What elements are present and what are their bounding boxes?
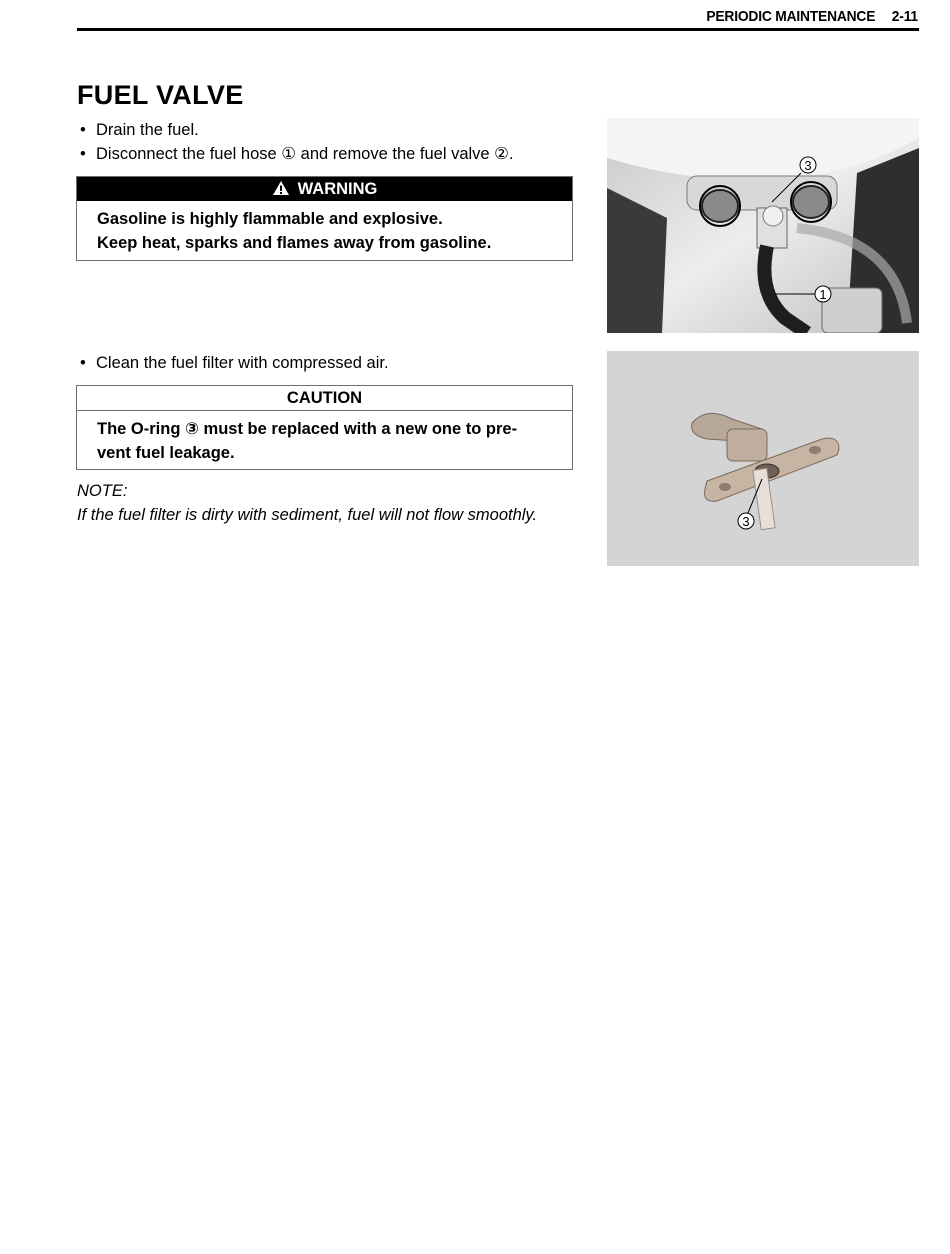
callout-3: 3 bbox=[742, 514, 750, 529]
warning-line: Gasoline is highly flammable and explosive. bbox=[97, 210, 443, 228]
bullet-mark: • bbox=[80, 121, 86, 139]
warning-header bbox=[77, 177, 572, 201]
callout-1: 1 bbox=[819, 287, 827, 302]
steps-list-2 bbox=[80, 351, 580, 375]
step-text: Disconnect the fuel hose ① and remove the fuel valve ②. bbox=[96, 145, 514, 163]
caution-line: vent fuel leakage. bbox=[97, 444, 235, 462]
steps-list-1 bbox=[80, 118, 580, 166]
list-item bbox=[80, 118, 580, 142]
caution-header: CAUTION bbox=[77, 386, 572, 411]
warning-label: WARNING bbox=[297, 180, 378, 198]
warning-body bbox=[77, 201, 572, 255]
note-text: If the fuel filter is dirty with sediment, fuel will not flow smoothly. bbox=[77, 506, 538, 524]
caution-line: The O-ring ③ must be replaced with a new one to pre- bbox=[97, 420, 518, 438]
header-rule bbox=[77, 28, 919, 31]
caution-body bbox=[77, 411, 572, 465]
fuel-valve-photo-image bbox=[607, 118, 919, 333]
fuel-valve-removed-photo bbox=[607, 351, 919, 566]
list-item bbox=[80, 351, 580, 375]
step-text: Drain the fuel. bbox=[96, 121, 199, 139]
page-number: 2-11 bbox=[891, 8, 918, 25]
warning-triangle-icon bbox=[272, 180, 290, 196]
step-text: Clean the fuel filter with compressed air. bbox=[96, 354, 389, 372]
page-header bbox=[706, 8, 918, 25]
note bbox=[77, 479, 537, 527]
list-item bbox=[80, 142, 580, 166]
warning-line: Keep heat, sparks and flames away from gasoline. bbox=[97, 234, 492, 252]
fuel-valve-photo bbox=[607, 118, 919, 333]
note-label: NOTE: bbox=[77, 482, 128, 500]
warning-box bbox=[76, 176, 573, 261]
fuel-valve-removed-photo-image bbox=[607, 351, 919, 566]
bullet-mark: • bbox=[80, 354, 86, 372]
header-section: PERIODIC MAINTENANCE bbox=[706, 8, 876, 25]
caution-box bbox=[76, 385, 573, 470]
page-title: FUEL VALVE bbox=[77, 80, 244, 110]
bullet-mark: • bbox=[80, 145, 86, 163]
callout-2: 3 bbox=[804, 158, 812, 173]
